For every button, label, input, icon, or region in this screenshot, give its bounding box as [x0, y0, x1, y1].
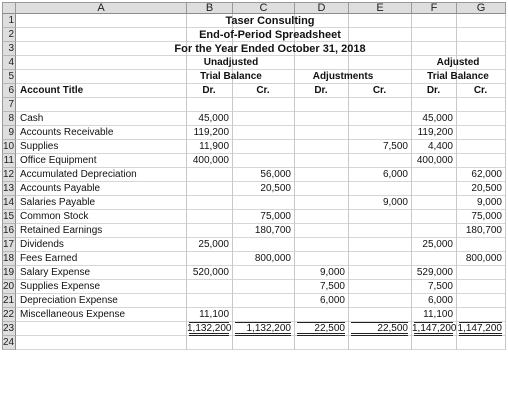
row-header-6[interactable]: 6 — [2, 84, 16, 98]
row-header-16[interactable]: 16 — [3, 225, 15, 236]
spreadsheet[interactable] — [2, 2, 506, 398]
total-cell-atb-dr[interactable]: 1,147,200 — [412, 323, 457, 334]
gridline-row — [16, 41, 506, 42]
amount-cell-atb-cr[interactable]: 62,000 — [471, 169, 502, 180]
row-header-24[interactable]: 24 — [3, 337, 15, 348]
amount-cell-tb-cr[interactable]: 20,500 — [260, 183, 291, 194]
dr-column-header: Dr. — [314, 85, 328, 96]
total-double-underline — [297, 333, 345, 336]
amount-cell-atb-cr[interactable]: 20,500 — [471, 183, 502, 194]
amount-cell-tb-dr[interactable]: 11,100 — [199, 309, 229, 320]
amount-cell-atb-dr[interactable]: 45,000 — [422, 113, 453, 124]
row-header-9[interactable]: 9 — [2, 126, 16, 140]
amount-cell-tb-dr[interactable]: 11,900 — [199, 141, 229, 152]
row-header-1[interactable]: 1 — [2, 14, 16, 28]
account-title-cell[interactable]: Fees Earned — [20, 253, 78, 264]
account-title-cell[interactable]: Supplies Expense — [20, 281, 101, 292]
amount-cell-atb-cr[interactable]: 180,700 — [465, 225, 502, 236]
amount-cell-atb-dr[interactable]: 529,000 — [416, 267, 453, 278]
column-header-d[interactable]: D — [295, 2, 349, 14]
row-header-21[interactable]: 21 — [3, 295, 15, 306]
gridline-row — [16, 349, 506, 350]
amount-cell-adj-cr[interactable]: 9,000 — [382, 197, 408, 208]
row-header-14[interactable]: 14 — [3, 197, 15, 208]
amount-cell-tb-cr[interactable]: 75,000 — [260, 211, 291, 222]
total-cell-adj-dr[interactable]: 22,500 — [314, 323, 345, 334]
row-header-12[interactable]: 12 — [3, 169, 15, 180]
gridline-row — [16, 279, 506, 280]
column-header-f[interactable]: F — [412, 2, 457, 14]
gridline-row — [16, 237, 506, 238]
total-cell-adj-cr[interactable]: 22,500 — [377, 323, 408, 334]
total-double-underline — [459, 333, 502, 336]
gridline-row — [16, 307, 506, 308]
amount-cell-atb-dr[interactable]: 119,200 — [417, 127, 453, 138]
total-underline — [297, 322, 345, 323]
amount-cell-atb-dr[interactable]: 11,100 — [423, 309, 453, 320]
gridline-row — [16, 251, 506, 252]
amount-cell-adj-dr[interactable]: 7,500 — [319, 281, 345, 292]
column-header-a[interactable]: A — [16, 2, 187, 14]
account-title-cell[interactable]: Salary Expense — [20, 267, 91, 278]
gridline-row — [16, 167, 506, 168]
row-header-18[interactable]: 18 — [3, 253, 15, 264]
row-header-3[interactable]: 3 — [2, 42, 16, 56]
gridline-row — [16, 27, 506, 28]
amount-cell-atb-dr[interactable]: 6,000 — [427, 295, 453, 306]
gridline-row — [16, 153, 506, 154]
amount-cell-atb-cr[interactable]: 9,000 — [476, 197, 502, 208]
amount-cell-adj-dr[interactable]: 9,000 — [319, 267, 345, 278]
row-header-15[interactable]: 15 — [3, 211, 15, 222]
account-title-cell[interactable]: Retained Earnings — [20, 225, 103, 236]
total-double-underline — [189, 333, 229, 336]
column-header-c[interactable]: C — [233, 2, 295, 14]
amount-cell-tb-dr[interactable]: 119,200 — [193, 127, 229, 138]
account-title-cell[interactable]: Miscellaneous Expense — [20, 309, 126, 320]
row-header-22[interactable]: 22 — [3, 309, 15, 320]
gridline-column — [348, 14, 349, 350]
account-title-cell[interactable]: Common Stock — [20, 211, 89, 222]
gridline-row — [16, 111, 506, 112]
amount-cell-atb-dr[interactable]: 25,000 — [422, 239, 453, 250]
gridline-row — [16, 97, 506, 98]
total-cell-atb-cr[interactable]: 1,147,200 — [457, 323, 502, 334]
amount-cell-tb-dr[interactable]: 400,000 — [192, 155, 229, 166]
amount-cell-tb-dr[interactable]: 25,000 — [198, 239, 229, 250]
amount-cell-atb-dr[interactable]: 7,500 — [427, 281, 453, 292]
gridline-column — [505, 14, 506, 350]
cr-column-header: Cr. — [372, 85, 387, 96]
row-header-5[interactable]: 5 — [2, 70, 16, 84]
account-title-cell[interactable]: Salaries Payable — [20, 197, 96, 208]
amount-cell-tb-dr[interactable]: 45,000 — [198, 113, 229, 124]
row-header-2[interactable]: 2 — [2, 28, 16, 42]
trial-balance-header: Trial Balance — [200, 71, 262, 82]
column-header-b[interactable]: B — [187, 2, 233, 14]
amount-cell-atb-dr[interactable]: 400,000 — [416, 155, 453, 166]
gridline-row — [16, 223, 506, 224]
row-header-20[interactable]: 20 — [3, 281, 15, 292]
gridline-row — [16, 181, 506, 182]
account-title-cell[interactable]: Depreciation Expense — [20, 295, 118, 306]
row-header-23[interactable]: 23 — [3, 323, 15, 334]
adjusted-header: Adjusted — [436, 57, 480, 68]
report-period: For the Year Ended October 31, 2018 — [174, 43, 366, 55]
adjustments-header: Adjustments — [312, 71, 374, 82]
cr-column-header: Cr. — [256, 85, 270, 96]
total-double-underline — [351, 333, 408, 336]
account-title-header: Account Title — [20, 85, 84, 96]
total-underline — [189, 322, 229, 323]
row-header-7[interactable]: 7 — [2, 98, 16, 112]
account-title-cell[interactable]: Supplies — [20, 141, 59, 152]
company-name: Taser Consulting — [225, 15, 315, 27]
adjusted-trial-balance-header: Trial Balance — [427, 71, 489, 82]
row-header-4[interactable]: 4 — [2, 56, 16, 70]
gridline-row — [16, 83, 506, 84]
select-all-corner[interactable] — [2, 2, 16, 14]
amount-cell-adj-cr[interactable]: 7,500 — [382, 141, 408, 152]
column-header-g[interactable]: G — [457, 2, 506, 14]
account-title-cell[interactable]: Accumulated Depreciation — [20, 169, 137, 180]
account-title-cell[interactable]: Office Equipment — [20, 155, 97, 166]
account-title-cell[interactable]: Dividends — [20, 239, 64, 250]
total-cell-tb-dr[interactable]: 1,132,200 — [187, 323, 232, 334]
amount-cell-atb-dr[interactable]: 4,400 — [427, 141, 453, 152]
account-title-cell[interactable]: Accounts Payable — [20, 183, 101, 194]
amount-cell-tb-cr[interactable]: 180,700 — [254, 225, 291, 236]
gridline-row — [16, 209, 506, 210]
total-cell-tb-cr[interactable]: 1,132,200 — [246, 323, 291, 334]
amount-cell-adj-cr[interactable]: 6,000 — [382, 169, 408, 180]
unadjusted-header: Unadjusted — [203, 57, 259, 68]
gridline-row — [16, 195, 506, 196]
total-underline — [235, 322, 291, 323]
row-header-11[interactable]: 11 — [3, 155, 14, 166]
amount-cell-atb-cr[interactable]: 75,000 — [471, 211, 502, 222]
gridline-row — [16, 55, 506, 56]
total-underline — [351, 322, 408, 323]
account-title-cell[interactable]: Accounts Receivable — [20, 127, 114, 138]
amount-cell-tb-cr[interactable]: 800,000 — [254, 253, 291, 264]
dr-column-header: Dr. — [426, 85, 441, 96]
gridline-row — [16, 125, 506, 126]
column-header-e[interactable]: E — [349, 2, 412, 14]
cr-column-header: Cr. — [473, 85, 488, 96]
gridline-row — [16, 139, 506, 140]
amount-cell-tb-cr[interactable]: 56,000 — [260, 169, 291, 180]
row-header-13[interactable]: 13 — [3, 183, 15, 194]
gridline-row — [16, 69, 506, 70]
total-double-underline — [235, 333, 291, 336]
amount-cell-tb-dr[interactable]: 520,000 — [192, 267, 229, 278]
total-underline — [459, 322, 502, 323]
row-header-10[interactable]: 10 — [3, 141, 15, 152]
amount-cell-adj-dr[interactable]: 6,000 — [319, 295, 345, 306]
gridline-row — [16, 293, 506, 294]
total-underline — [414, 322, 453, 323]
dr-column-header: Dr. — [202, 85, 216, 96]
row-header-8[interactable]: 8 — [2, 112, 16, 126]
report-name: End-of-Period Spreadsheet — [199, 29, 341, 41]
row-header-19[interactable]: 19 — [3, 267, 15, 278]
gridline-row — [16, 265, 506, 266]
row-header-17[interactable]: 17 — [3, 239, 15, 250]
account-title-cell[interactable]: Cash — [20, 113, 44, 124]
amount-cell-atb-cr[interactable]: 800,000 — [465, 253, 502, 264]
total-double-underline — [414, 333, 453, 336]
